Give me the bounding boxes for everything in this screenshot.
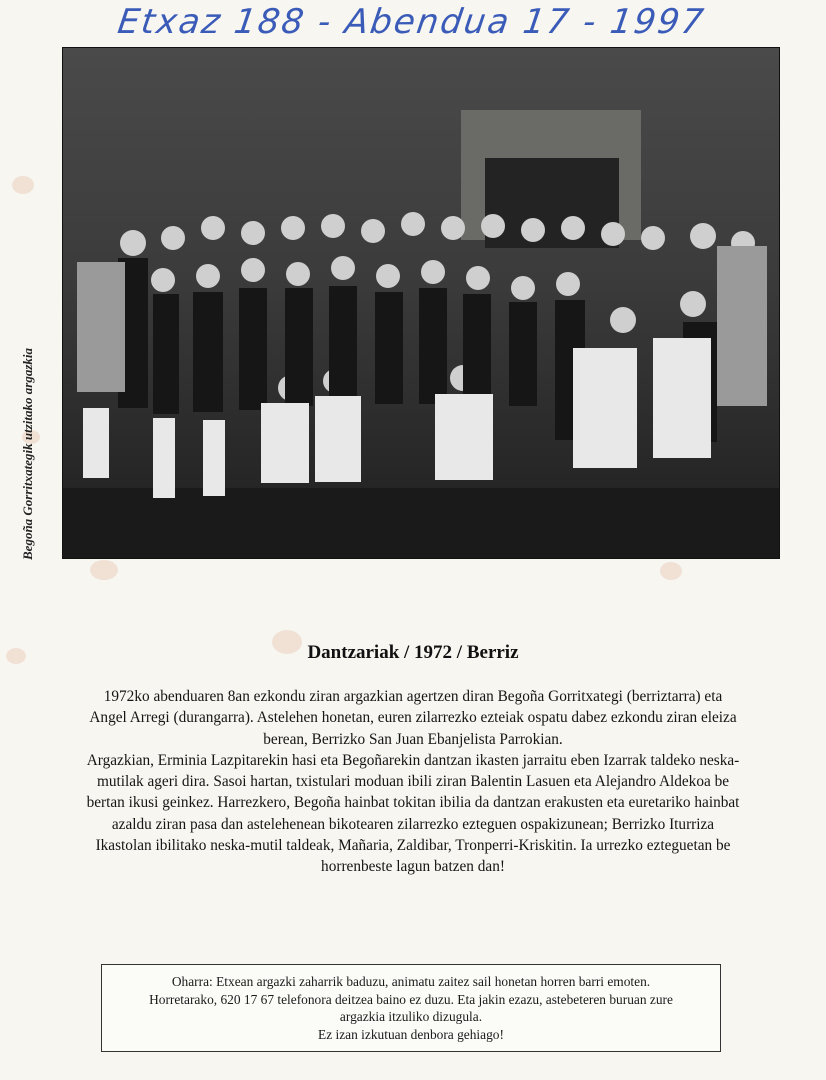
article-title: Dantzariak / 1972 / Berriz [307, 642, 519, 663]
group-photo [62, 47, 780, 559]
article-body [86, 686, 740, 878]
reader-note-box [101, 964, 721, 1052]
article-paragraph: 1972ko abenduaren 8an ezkondu ziran argazkian agertzen diran Begoña Gorritxategi (berriztarra) eta Angel Arregi (durangarra). Astelehen honetan, euren zilarrezko ezteiak ospatu dabez ezkondu ziran eleiza berean, Berrizko San Juan Ebanjelista Parrokian. [89, 688, 737, 748]
article-paragraph: Argazkian, Erminia Lazpitarekin hasi eta Begoñarekin dantzan ikasten jarraitu eben Izarrak taldeko neska-mutilak ageri dira. Sasoi hartan, txistulari moduan ibili ziran Balentin Lasuen eta Alejandro Aldekoa be bertan ikusi geinkez. Harrezkero, Begoña hainbat tokitan ibilia da dantzan erakusten eta euretariko hainbat azaldu ziran pasa dan astelehenean bikotearen zilarrezko ezteguen ospakizunean; Berrizko Iturriza Ikastolan ibilitako neska-mutil taldeak, Mañaria, Zaldibar, Tronperri-Kriskitin. Ia urrezko ezteguetan be horrenbeste lagun batzen dan! [86, 751, 740, 876]
paper-stain [660, 562, 682, 580]
paper-stain [12, 176, 34, 194]
handwritten-issue-note: Etxaz 188 - Abendua 17 - 1997 [115, 2, 708, 42]
note-line: Horretarako, 620 17 67 telefonora deitzea baino ez duzu. Eta jakin ezazu, astebeteren buruan zure [149, 991, 673, 1007]
group-photo-illustration [63, 48, 779, 558]
note-line: Oharra: Etxean argazki zaharrik baduzu, animatu zaitez sail honetan horren barri emoten. [171, 974, 651, 989]
note-line: Ez izan izkutuan denbora gehiago! [318, 1026, 504, 1042]
paper-stain [90, 560, 118, 580]
note-line: argazkia itzuliko dizugula. [339, 1009, 483, 1024]
photo-credit-caption: Begoña Gorritxategik utzitako argazkia [20, 348, 35, 560]
